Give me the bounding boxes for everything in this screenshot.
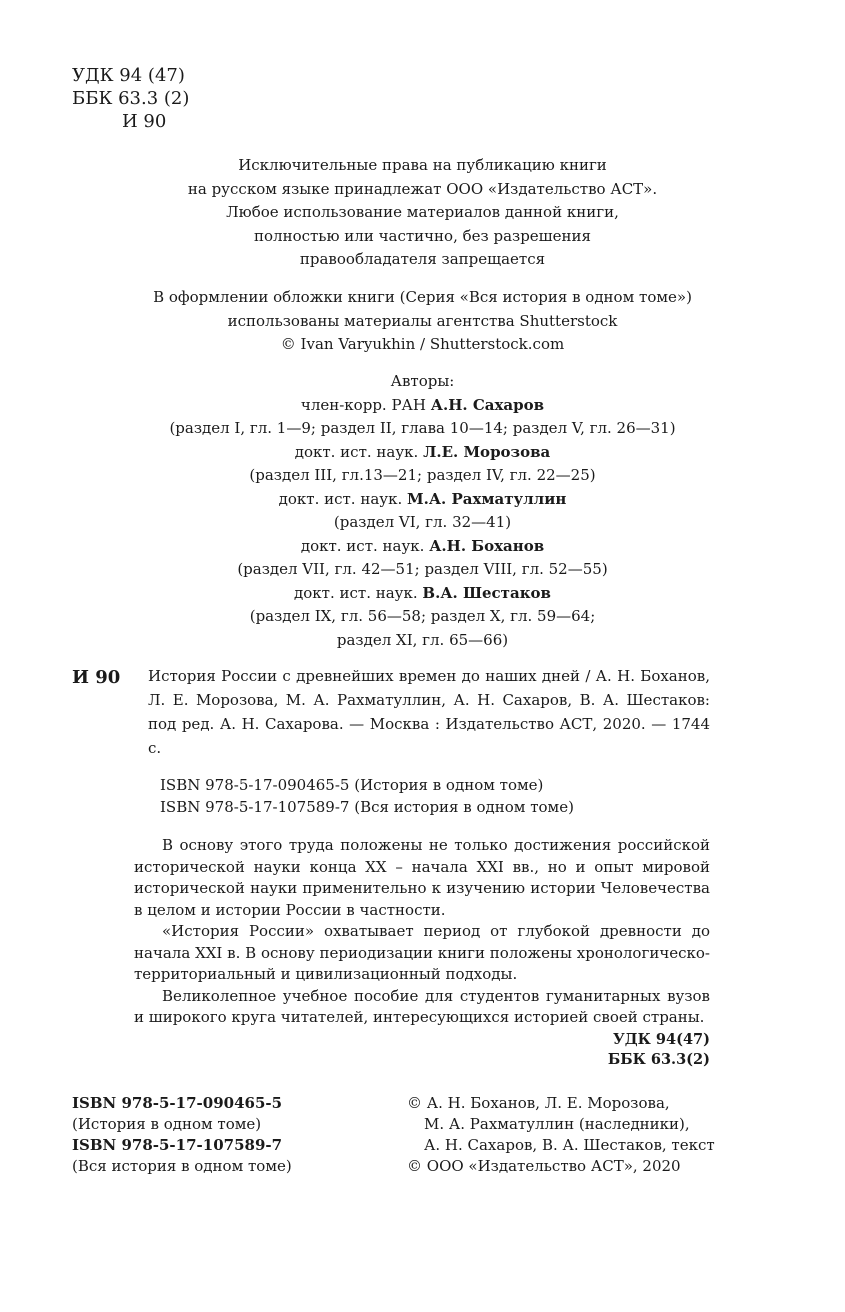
author-name: М.А. Рахматуллин [407, 489, 567, 508]
bottom-series: (История в одном томе) [72, 1115, 262, 1133]
rights-notice [0, 154, 845, 272]
copyright-line: © А. Н. Боханов, Л. Е. Морозова, [407, 1094, 670, 1112]
catalog-entry: История России с древнейших времен до наших дней / А. Н. Боханов, Л. Е. Морозова, М. А. Рахматуллин, А. Н. Сахаров, В. А. Шестаков: под ред. А. Н. Сахарова. — Москва : Издательство АСТ, 2020. — 1744 с. [148, 667, 710, 757]
author-name: Л.Е. Морозова [423, 442, 551, 461]
author-title: докт. ист. наук. [294, 442, 424, 461]
author-line [0, 441, 845, 465]
author-sign: И 90 [122, 111, 167, 132]
rights-line: Любое использование материалов данной книги, [226, 203, 619, 221]
bottom-series: (Вся история в одном томе) [72, 1157, 292, 1175]
author-title: докт. ист. наук. [278, 489, 408, 508]
catalog-sign: И 90 [72, 667, 121, 688]
author-line [0, 488, 845, 512]
author-sections: раздел XI, гл. 65—66) [336, 630, 509, 649]
copyright-block [407, 1093, 715, 1177]
classification-codes [72, 64, 189, 133]
abstract-paragraph: Великолепное учебное пособие для студентов гуманитарных вузов и широкого круга читателей, интересующихся историей своей страны. [134, 986, 710, 1026]
author-sections: (раздел VI, гл. 32—41) [333, 513, 512, 531]
bottom-isbn-block [72, 1093, 292, 1177]
author-sections: (раздел VII, гл. 42—51; раздел VIII, гл. 52—55) [237, 560, 608, 578]
abstract [134, 835, 710, 1070]
rights-line: правообладателя запрещается [299, 250, 546, 268]
isbn-line: ISBN 978-5-17-107589-7 (Вся история в одном томе) [160, 798, 574, 816]
abstract-udk: УДК 94(47) [613, 1030, 710, 1048]
author-name: А.Н. Сахаров [430, 395, 545, 414]
author-line [0, 535, 845, 559]
author-sections: (раздел I, гл. 1—9; раздел II, глава 10—14; раздел V, гл. 26—31) [169, 419, 676, 437]
rights-line: Исключительные права на публикацию книги [238, 156, 607, 174]
author-sections: (раздел IX, гл. 56—58; раздел X, гл. 59—64; [249, 607, 596, 625]
catalog-isbn [160, 774, 574, 818]
udk-code: УДК 94 (47) [72, 65, 185, 86]
authors-block [0, 370, 845, 652]
copyright-line: © ООО «Издательство АСТ», 2020 [407, 1157, 681, 1175]
cover-credit-line: использованы материалы агентства Shutterstock [227, 311, 618, 330]
author-line [0, 394, 845, 418]
author-name: В.А. Шестаков [422, 583, 551, 602]
abstract-bbk: ББК 63.3(2) [607, 1050, 710, 1068]
bottom-isbn: ISBN 978-5-17-107589-7 [72, 1136, 283, 1154]
author-title: докт. ист. наук. [294, 583, 423, 602]
rights-line: полностью или частично, без разрешения [254, 226, 591, 245]
bottom-isbn: ISBN 978-5-17-090465-5 [72, 1094, 283, 1112]
cover-credit-line: © Ivan Varyukhin / Shutterstock.com [280, 335, 565, 353]
copyright-line: А. Н. Сахаров, В. А. Шестаков, текст [424, 1136, 715, 1154]
cover-credit [0, 286, 845, 357]
cover-credit-line: В оформлении обложки книги (Серия «Вся история в одном томе») [153, 288, 692, 306]
abstract-paragraph: «История России» охватывает период от глубокой древности до начала XXI в. В основу периодизации книги положены хронологическо-территориальный и цивилизационный подходы. [134, 922, 710, 983]
author-line [0, 582, 845, 606]
author-name: А.Н. Боханов [429, 536, 545, 555]
abstract-paragraph: В основу этого труда положены не только достижения российской исторической науки конца XX – начала XXI вв., но и опыт мировой исторической науки применительно к изучению истории Человечества в целом и истории России в частности. [134, 836, 710, 919]
isbn-line: ISBN 978-5-17-090465-5 (История в одном томе) [160, 776, 544, 794]
rights-line: на русском языке принадлежат ООО «Издательство АСТ». [187, 179, 658, 198]
bbk-code: ББК 63.3 (2) [72, 88, 190, 109]
author-title: докт. ист. наук. [300, 536, 430, 555]
copyright-line: М. А. Рахматуллин (наследники), [424, 1115, 690, 1133]
author-sections: (раздел III, гл.13—21; раздел IV, гл. 22—25) [249, 466, 596, 484]
abstract-codes [134, 1030, 710, 1070]
authors-heading: Авторы: [390, 372, 455, 390]
author-title: член-корр. РАН [300, 395, 431, 414]
